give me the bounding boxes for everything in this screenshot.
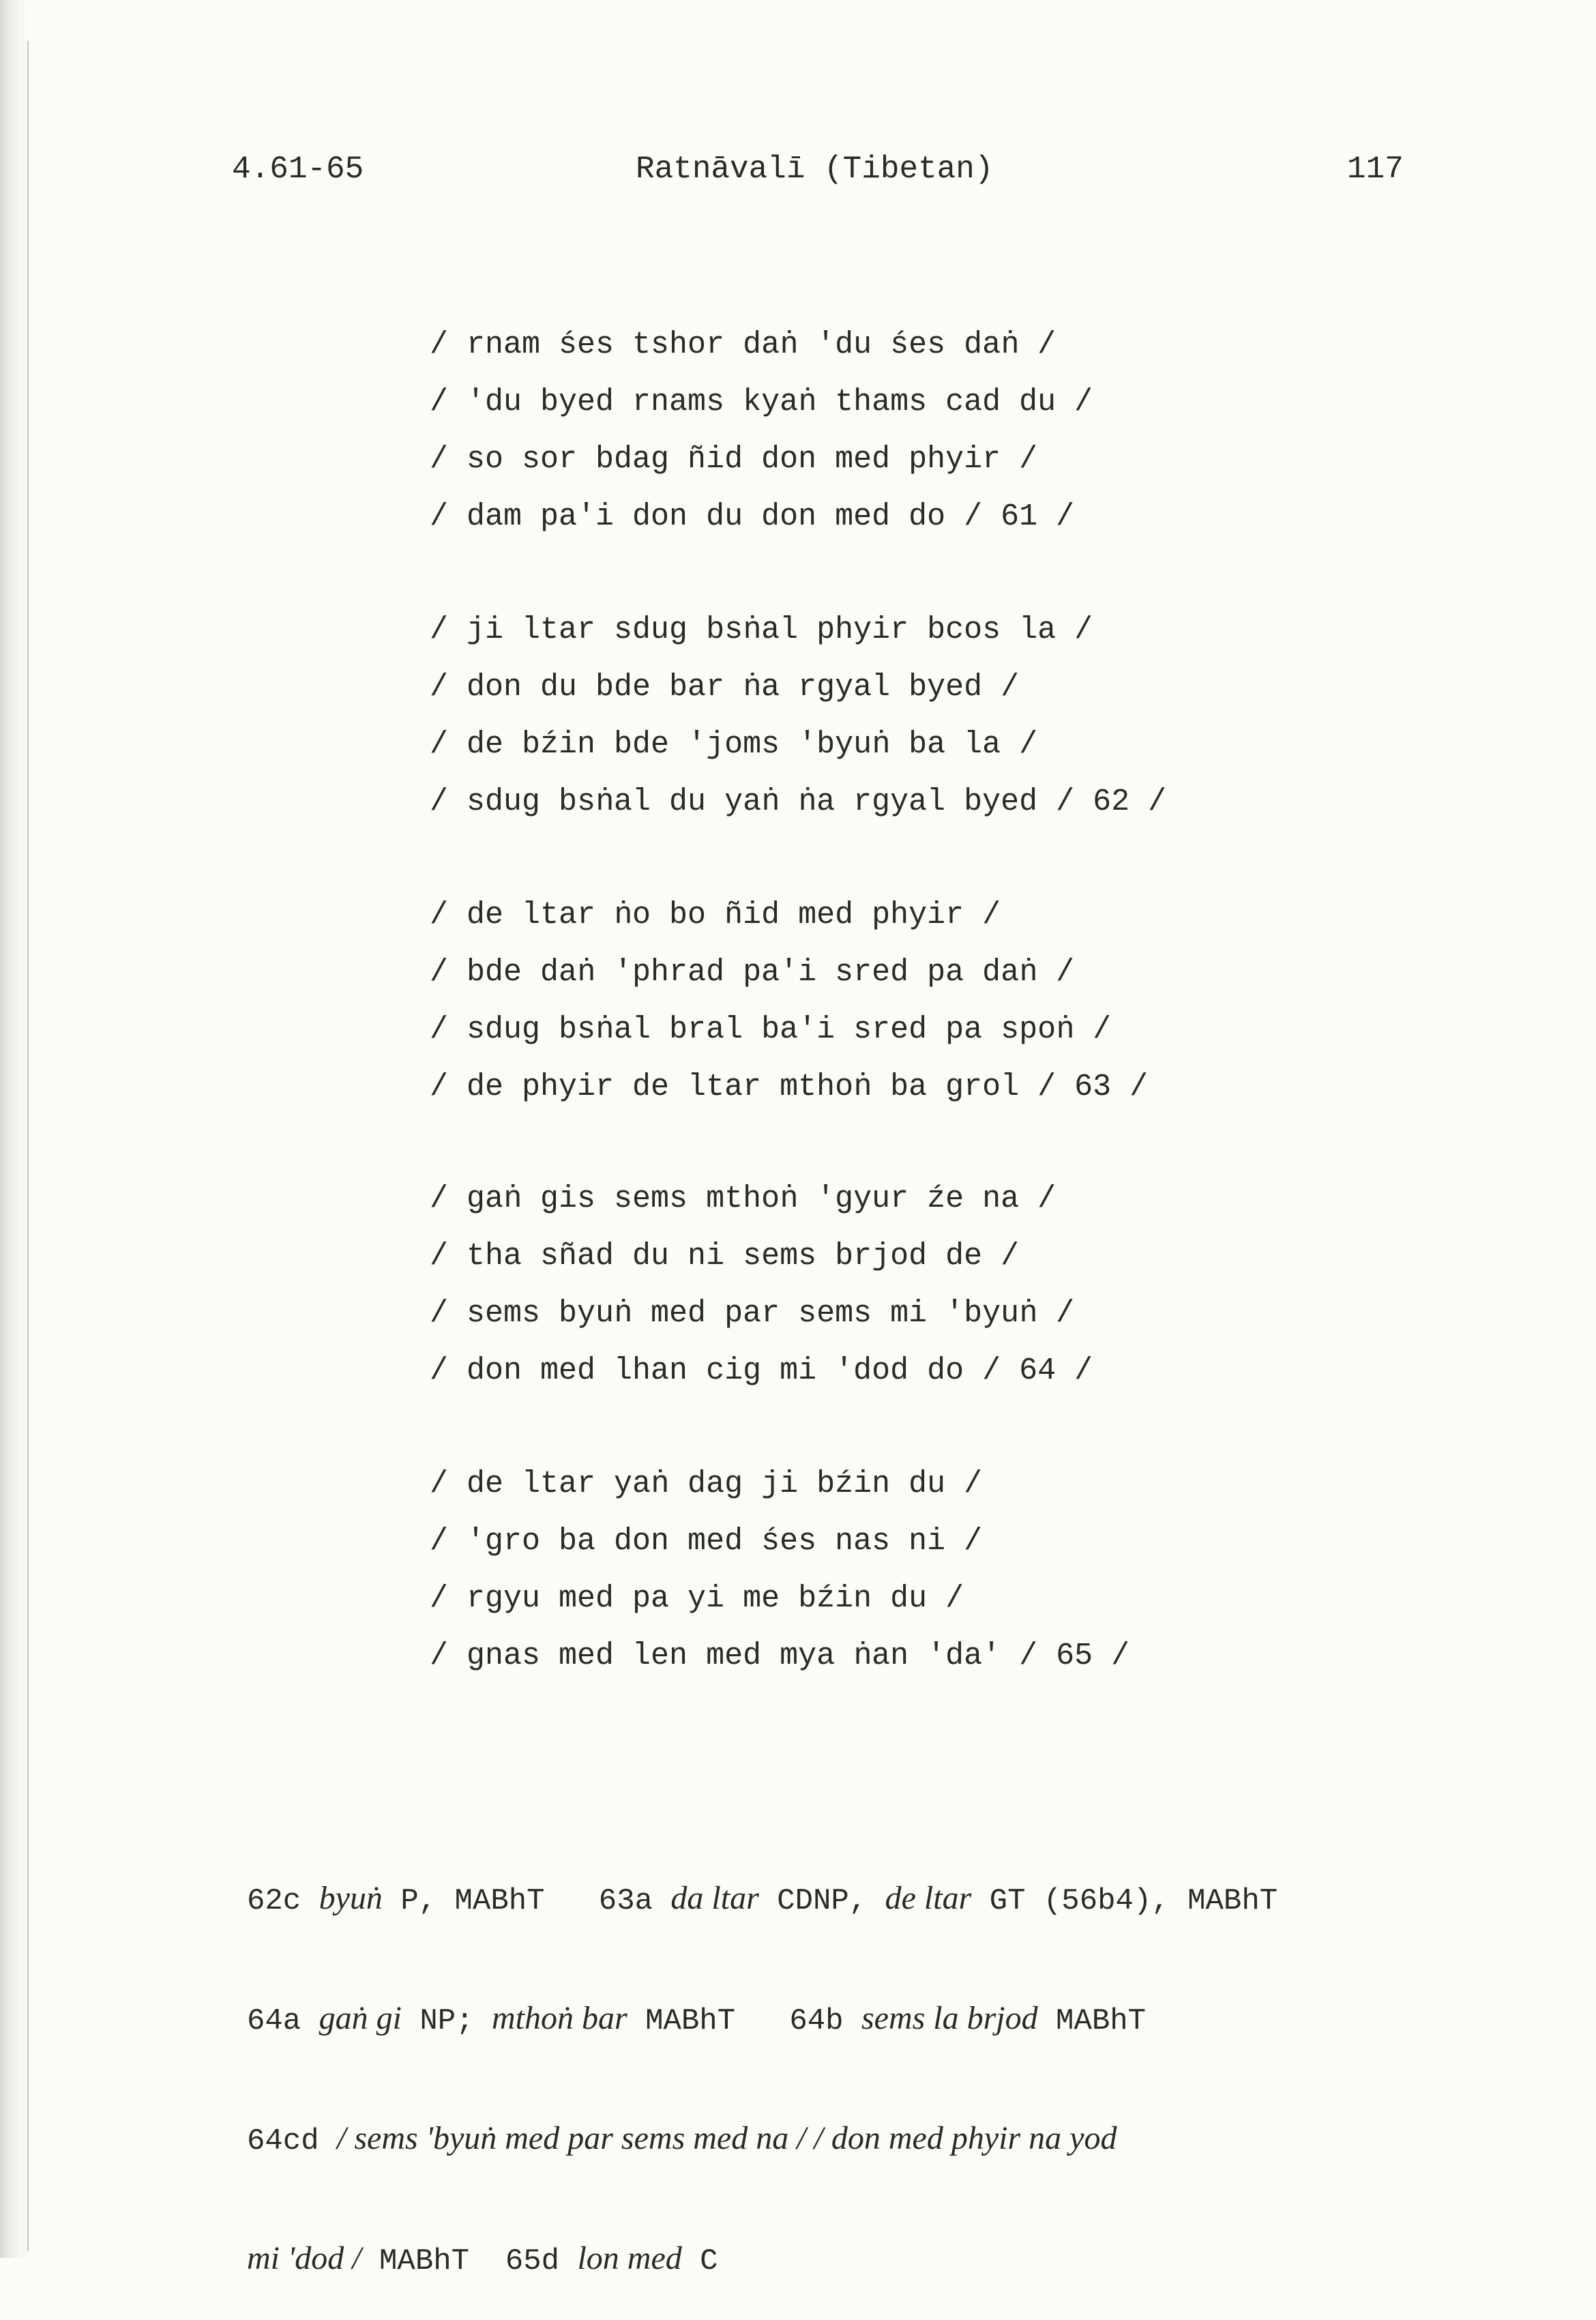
variant-reading: de ltar (885, 1880, 972, 1916)
apparatus-witness: MABhT (1037, 2004, 1147, 2038)
apparatus-witness: CDNP, (758, 1884, 885, 1918)
variant-reading: gaṅ gi (319, 2000, 402, 2036)
page-number: 117 (1347, 151, 1404, 187)
verse-line: / de ltar yaṅ dag ji bźin du / (430, 1467, 983, 1501)
verse-line: / 'du byed rnams kyaṅ thams cad du / (430, 385, 1093, 420)
verse-line: / de bźin bde 'joms 'byuṅ ba la / (430, 727, 1038, 762)
verse-line: / rgyu med pa yi me bźin du / (430, 1581, 964, 1616)
running-title: Ratnāvalī (Tibetan) (636, 151, 994, 187)
apparatus-line (247, 1999, 1461, 2041)
critical-apparatus (247, 1801, 1461, 2320)
verse-line: / sdug bsṅal bral ba'i sred pa spoṅ / (430, 1012, 1112, 1047)
apparatus-witness: NP; (401, 2004, 492, 2038)
verse-line: / gaṅ gis sems mthoṅ 'gyur źe na / (430, 1181, 1056, 1216)
verse-line: / 'gro ba don med śes nas ni / (430, 1524, 983, 1559)
variant-reading: byuṅ (319, 1880, 383, 1916)
verse-line: / don med lhan cig mi 'dod do / 64 / (430, 1353, 1093, 1388)
apparatus-line (247, 2239, 1461, 2281)
verse-line: / bde daṅ 'phrad pa'i sred pa daṅ / (430, 955, 1075, 990)
verse-62 (430, 602, 1166, 831)
apparatus-witness: MABhT 64b (627, 2004, 861, 2038)
apparatus-ref: 64cd (247, 2124, 338, 2158)
page-section-ref: 4.61-65 (232, 151, 364, 187)
apparatus-witness: MABhT 65d (361, 2244, 578, 2278)
apparatus-witness: P, MABhT 63a (382, 1884, 671, 1918)
verse-61 (430, 317, 1093, 546)
verse-line: / tha sñad du ni sems brjod de / (430, 1239, 1020, 1274)
verse-line: / gnas med len med mya ṅan 'da' / 65 / (430, 1639, 1130, 1673)
verse-64 (430, 1171, 1093, 1400)
apparatus-ref: 64a (247, 2004, 319, 2038)
verse-line: / don du bde bar ṅa rgyal byed / (430, 670, 1020, 705)
apparatus-line (247, 2119, 1461, 2161)
apparatus-line (247, 1879, 1461, 1921)
variant-reading: / sems 'byuṅ med par sems med na / / don med phyir na yod (337, 2120, 1117, 2156)
apparatus-witness: C (681, 2244, 718, 2278)
verse-line: / sdug bsṅal du yaṅ ṅa rgyal byed / 62 / (430, 784, 1167, 819)
verse-line: / sems byuṅ med par sems mi 'byuṅ / (430, 1296, 1075, 1331)
verse-line: / ji ltar sdug bsṅal phyir bcos la / (430, 613, 1093, 647)
verse-63 (430, 887, 1148, 1116)
verse-line: / so sor bdag ñid don med phyir / (430, 442, 1038, 477)
variant-reading: sems la brjod (861, 2000, 1038, 2036)
verse-line: / de ltar ṅo bo ñid med phyir / (430, 898, 1001, 933)
verse-65 (430, 1456, 1129, 1685)
verse-line: / dam pa'i don du don med do / 61 / (430, 499, 1075, 534)
scan-edge-line (27, 41, 29, 2251)
apparatus-ref: 62c (247, 1884, 319, 1918)
variant-reading: lon med (577, 2240, 682, 2276)
variant-reading: mthoṅ bar (492, 2000, 627, 2036)
variant-reading: mi 'dod / (247, 2240, 361, 2276)
verse-line: / de phyir de ltar mthoṅ ba grol / 63 / (430, 1070, 1149, 1104)
verse-line: / rnam śes tshor daṅ 'du śes daṅ / (430, 327, 1056, 362)
variant-reading: da ltar (670, 1880, 759, 1916)
apparatus-witness: GT (56b4), MABhT (971, 1884, 1278, 1918)
